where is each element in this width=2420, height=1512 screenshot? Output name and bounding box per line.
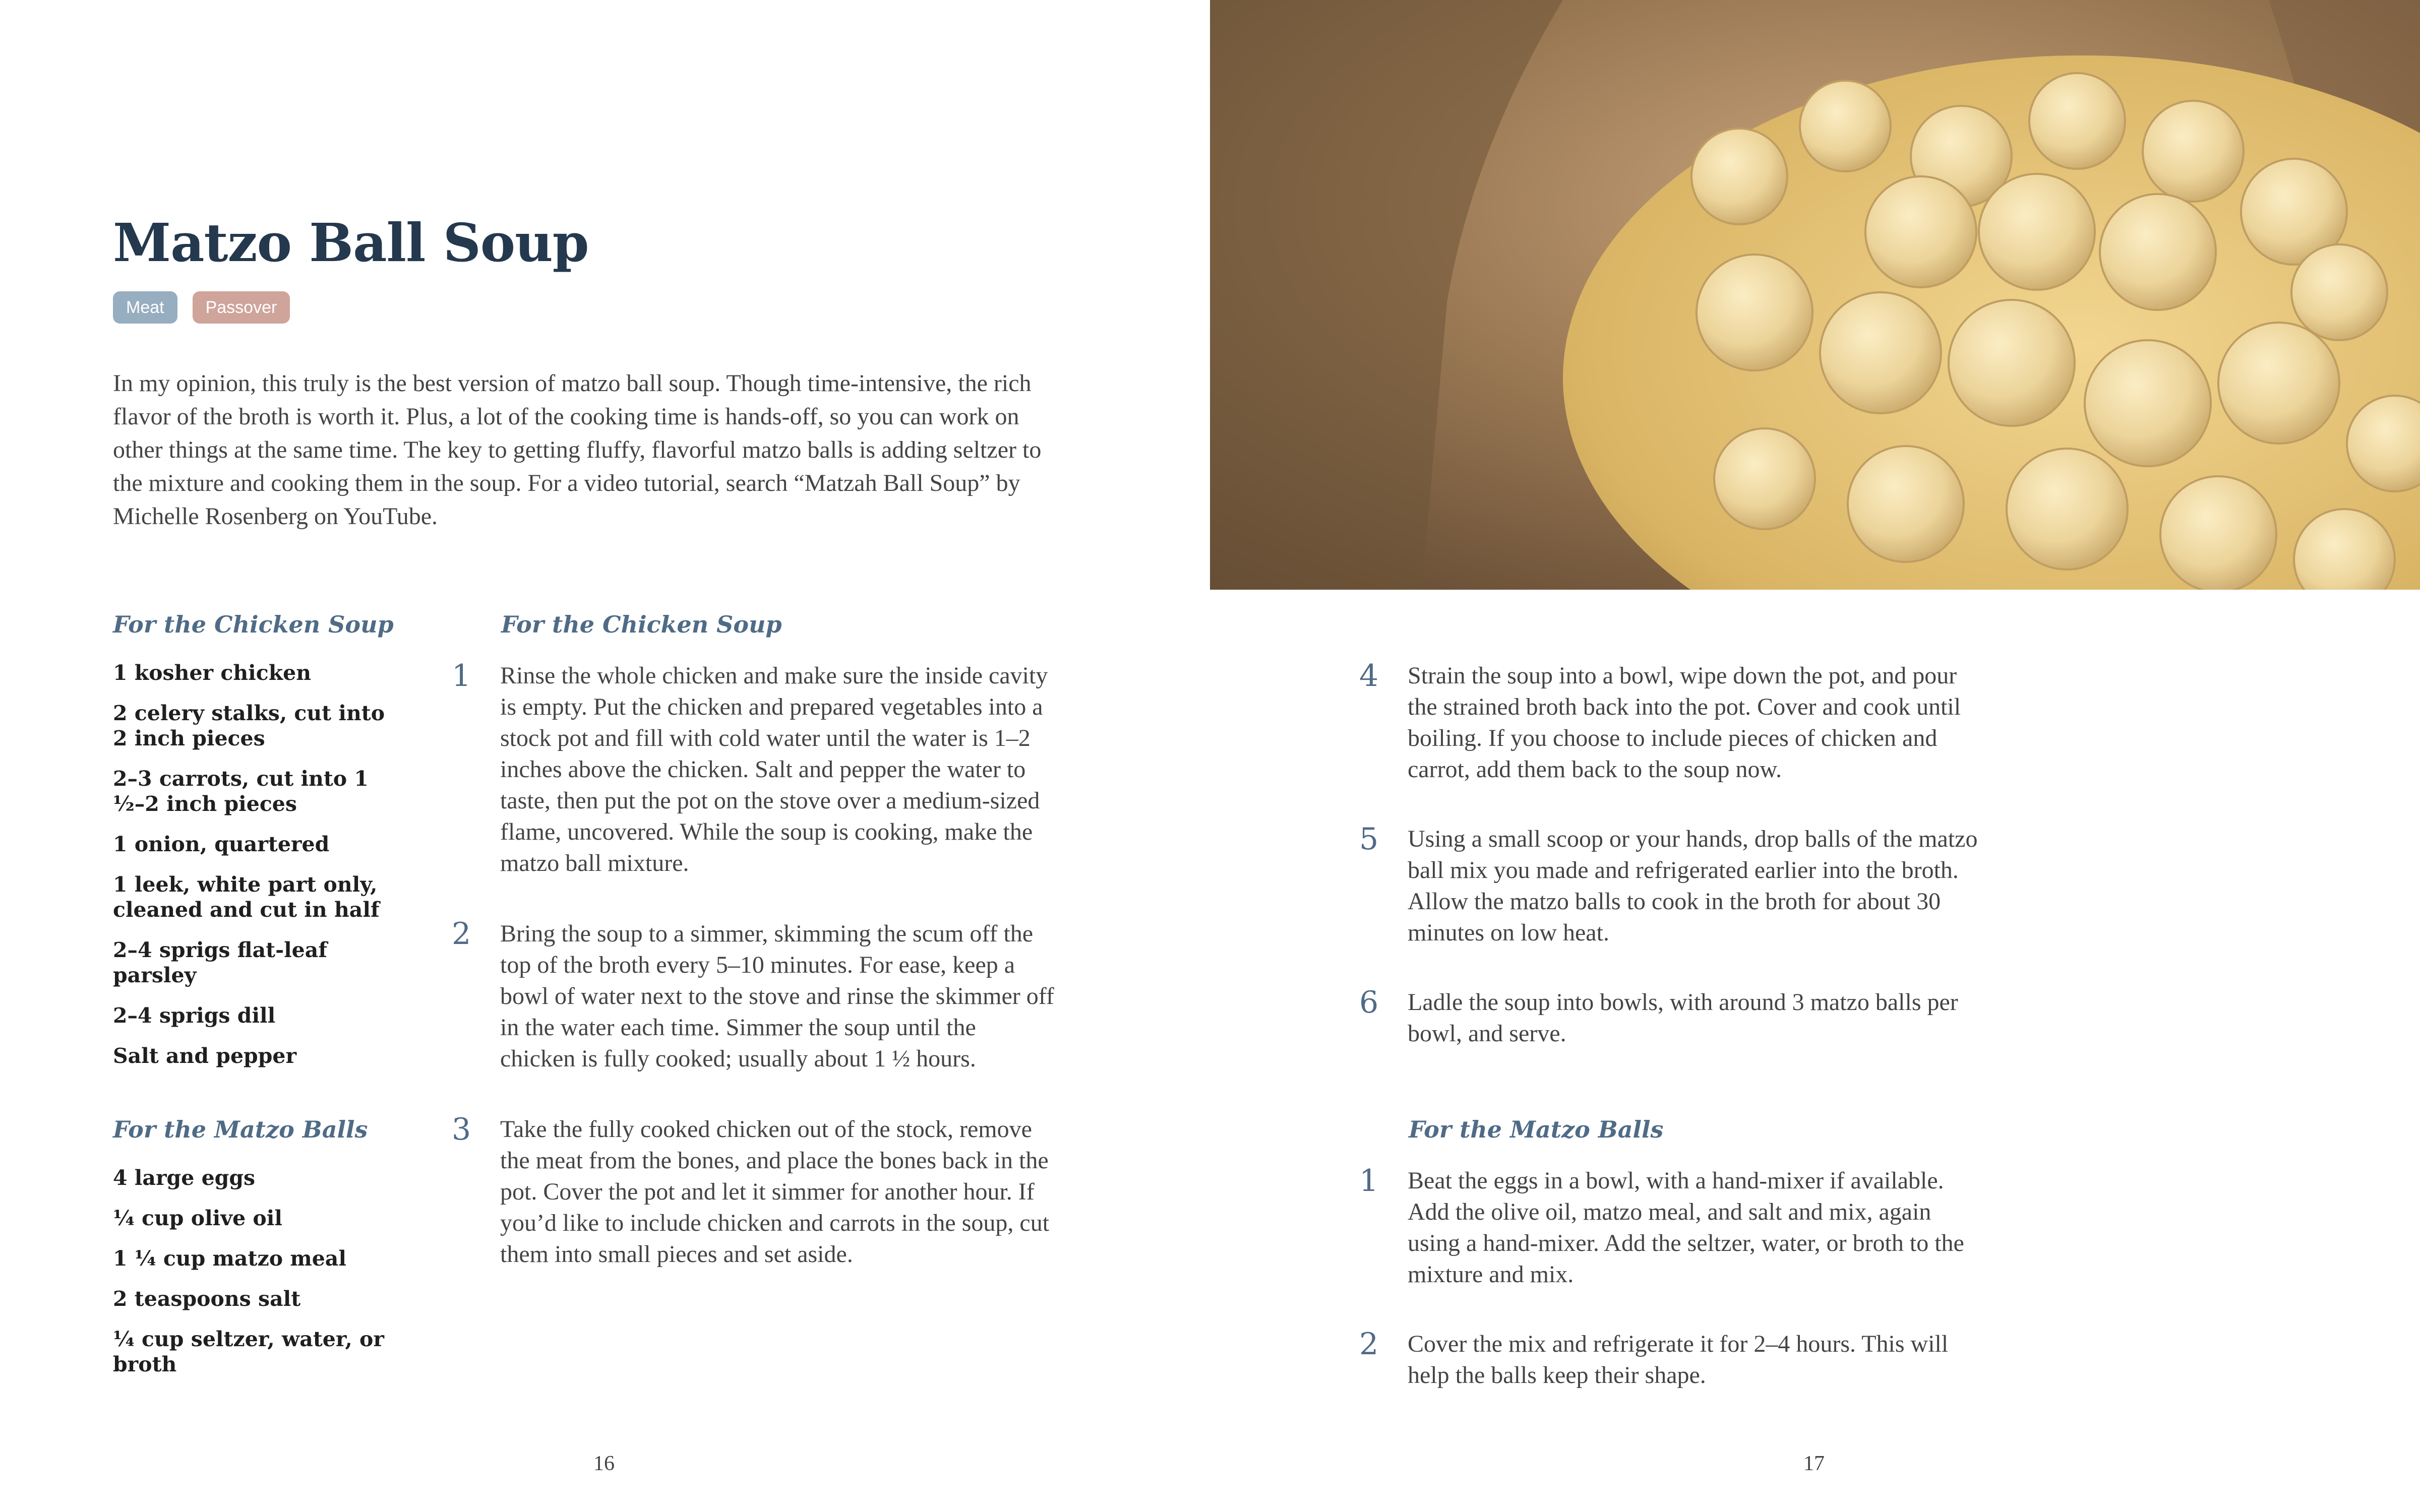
step-text: Cover the mix and refrigerate it for 2–4 hours. This will help the balls keep their shape. [1408,1331,1949,1389]
ingredient-item: 1 leek, white part only, cleaned and cut in half [113,872,380,922]
step-text: Bring the soup to a simmer, skimming the scum off the top of the broth every 5–10 minutes. For ease, keep a bowl of water next to the stove and rinse the skimmer off in the water each time. Simmer the soup until the chicken is fully cooked; usually about 1 ½ hours. [500,920,1054,1072]
step-text: Strain the soup into a bowl, wipe down the pot, and pour the strained broth back into the pot. Cover and cook until boiling. If you choose to include pieces of chicken and carrot, add them back to the soup now. [1408,662,1961,783]
step-number: 4 [1359,658,1379,694]
instructions-matzo-heading: For the Matzo Balls [1409,1116,1664,1143]
step-text: Beat the eggs in a bowl, with a hand-mixer if available. Add the olive oil, matzo meal, and salt and mix, again using a hand-mixer. Add the seltzer, water, or broth to the mixture and mix. [1408,1167,1964,1288]
ingredient-item: 2–4 sprigs dill [113,1003,276,1028]
ingredients-matzo-list [113,1165,385,1392]
step-number: 2 [1359,1327,1379,1362]
ingredient-item: 2 teaspoons salt [113,1287,301,1311]
ingredient-item: 1 ¼ cup matzo meal [113,1246,346,1271]
ingredient-item: 4 large eggs [113,1166,256,1190]
ingredient-item: ¼ cup seltzer, water, or broth [113,1327,384,1376]
step-text: Ladle the soup into bowls, with around 3 matzo balls per bowl, and serve. [1408,989,1958,1047]
step-text: Using a small scoop or your hands, drop balls of the matzo ball mix you made and refrigerated earlier into the broth. Allow the matzo balls to cook in the broth for about 30 minutes on low heat. [1408,826,1978,946]
page-number-right: 17 [1803,1452,1825,1475]
step-number: 1 [452,658,471,694]
tag-meat: Meat [113,291,177,324]
ingredients-chicken-list [113,660,385,1084]
ingredient-item: 2–4 sprigs flat-leaf parsley [113,938,327,987]
recipe-title: Matzo Ball Soup [113,212,589,274]
instructions-chicken-heading: For the Chicken Soup [501,611,782,638]
tag-passover: Passover [193,291,290,324]
ingredients-matzo-heading: For the Matzo Balls [113,1116,368,1143]
page-number-left: 16 [593,1452,615,1475]
ingredient-item: 2 celery stalks, cut into 2 inch pieces [113,701,385,750]
step-number: 3 [452,1112,471,1147]
ingredient-item: 1 kosher chicken [113,661,312,685]
tag-list [113,291,290,324]
step-text: Take the fully cooked chicken out of the stock, remove the meat from the bones, and place the bones back in the pot. Cover the pot and let it simmer for another hour. If you’d like to include chicken and carrots in the soup, cut them into small pieces and set aside. [500,1116,1050,1268]
step-number: 2 [452,916,471,952]
step-number: 6 [1359,985,1379,1020]
ingredient-item: Salt and pepper [113,1044,297,1068]
ingredient-item: ¼ cup olive oil [113,1206,282,1230]
ingredient-item: 1 onion, quartered [113,832,330,856]
step-number: 1 [1359,1163,1379,1199]
ingredients-chicken-heading: For the Chicken Soup [113,611,394,638]
ingredient-item: 2–3 carrots, cut into 1 ½–2 inch pieces [113,767,369,816]
step-number: 5 [1359,822,1379,857]
recipe-intro: In my opinion, this truly is the best version of matzo ball soup. Though time-intensive, the rich flavor of the broth is worth it. Plus, a lot of the cooking time is hands-off, so you can work on other things at the same time. The key to getting fluffy, flavorful matzo balls is adding seltzer to the mixture and cooking them in the soup. For a video tutorial, search “Matzah Ball Soup” by Michelle Rosenberg on YouTube. [113,370,1042,530]
step-text: Rinse the whole chicken and make sure the inside cavity is empty. Put the chicken and prepared vegetables into a stock pot and fill with cold water until the water is 1–2 inches above the chicken. Salt and pepper the water to taste, then put the pot on the stove over a medium-sized flame, uncovered. While the soup is cooking, make the matzo ball mixture. [500,662,1048,876]
